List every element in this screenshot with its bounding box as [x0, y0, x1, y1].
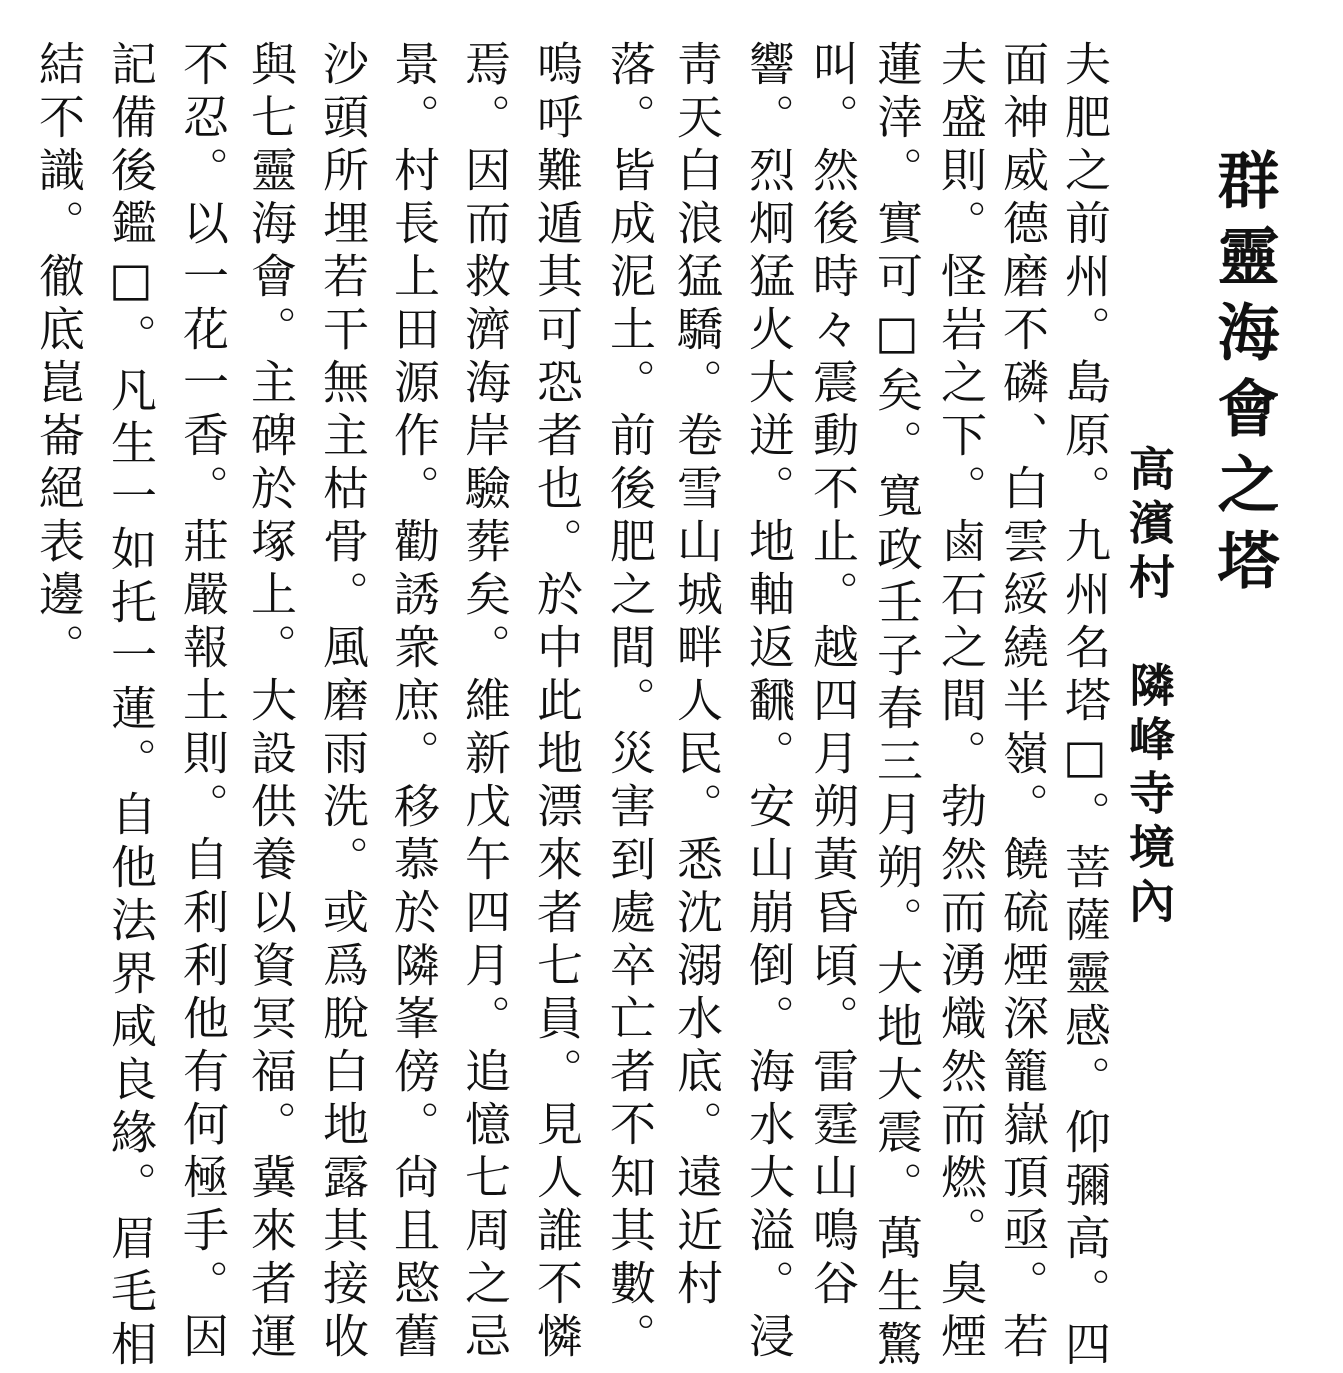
- text-column: 結不識。徹底崑崙絕表邊。: [32, 40, 86, 676]
- text-column: 落。皆成泥土。前後肥之間。災害到處卒亡者不知其數。: [603, 40, 657, 1365]
- author-line: 高濱村 隣峰寺境內: [1122, 445, 1176, 931]
- text-column: 夫肥之前州。島原。九州名塔□。菩薩靈感。仰彌高。四: [1058, 40, 1112, 1373]
- text-column: 叫。然後時々震動不止。越四月朔黃昏頃。雷霆山鳴谷: [806, 40, 860, 1312]
- document-title: 群靈海會之塔: [1207, 148, 1280, 604]
- text-column: 記備後鑑□。凡生一如托一蓮。自他法界咸良緣。眉毛相: [104, 40, 158, 1373]
- text-column: 焉。因而救濟海岸驗葬矣。維新戊午四月。追憶七周之忌: [458, 40, 512, 1365]
- text-column: 靑天白浪猛驕。卷雪山城畔人民。悉沈溺水底。遠近村: [670, 40, 724, 1312]
- text-column: 面神威德磨不磷、白雲綏繞半嶺。饒硫煙深籠嶽頂亟。若: [996, 40, 1050, 1365]
- text-column: 不忍。以一花一香。莊嚴報土則。自利利他有何極手。因: [176, 40, 230, 1365]
- text-column: 沙頭所埋若干無主枯骨。風磨雨洗。或爲脫白地露其接收: [316, 40, 370, 1365]
- text-column: 夫盛則。怪岩之下。鹵石之間。勃然而湧熾然而燃。臭煙: [934, 40, 988, 1365]
- text-column: 景。村長上田源作。勸誘衆庶。移慕於隣峯傍。尙且愍舊: [387, 40, 441, 1365]
- text-column: 嗚呼難遁其可恐者也。於中此地漂來者七員。見人誰不憐: [530, 40, 584, 1365]
- text-column: 蓮涬。實可□矣。寬政壬子春三月朔。大地大震。萬生驚: [870, 40, 924, 1373]
- text-column: 響。烈炯猛火大迸。地軸返飜。安山崩倒。海水大溢。浸: [742, 40, 796, 1365]
- text-column: 與七靈海會。主碑於塚上。大設供養以資冥福。冀來者運: [244, 40, 298, 1365]
